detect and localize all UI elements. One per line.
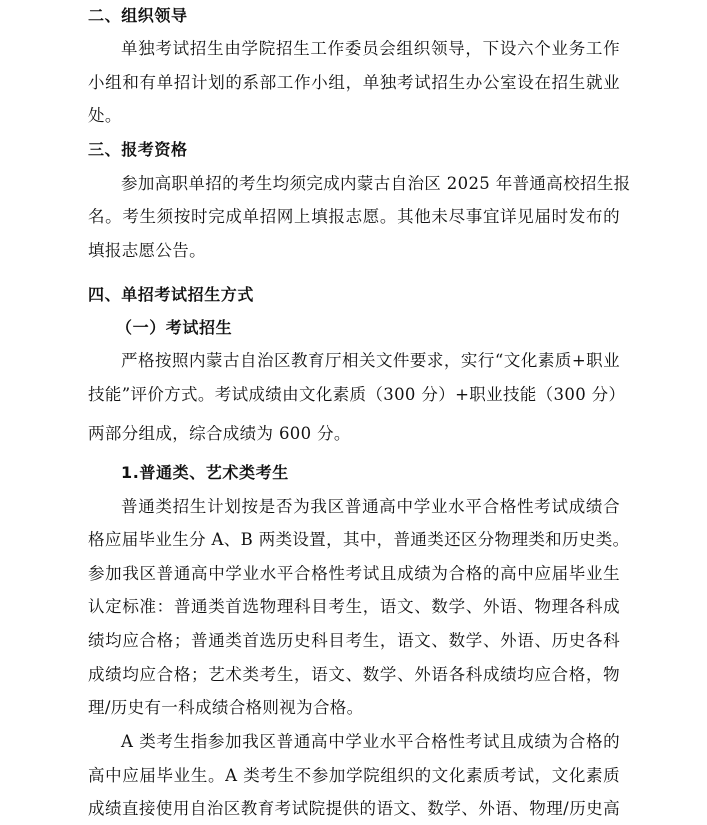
paragraph-line: 小组和有单招计划的系部工作小组，单独考试招生办公室设在招生就业 bbox=[88, 73, 620, 92]
paragraph-line: 单独考试招生由学院招生工作委员会组织领导，下设六个业务工作 bbox=[121, 39, 620, 58]
paragraph-line: A 类考生指参加我区普通高中学业水平合格性考试且成绩为合格的 bbox=[121, 732, 620, 751]
paragraph-line: 高中应届毕业生。A 类考生不参加学院组织的文化素质考试，文化素质 bbox=[88, 766, 620, 785]
item-heading-general-art: 1.普通类、艺术类考生 bbox=[121, 463, 289, 482]
paragraph-line: 技能”评价方式。考试成绩由文化素质（300 分）+职业技能（300 分） bbox=[88, 385, 626, 404]
paragraph-line: 格应届毕业生分 A、B 两类设置，其中，普通类还区分物理类和历史类。 bbox=[88, 530, 630, 549]
paragraph-line: 绩均应合格；普通类首选历史科目考生，语文、数学、外语、历史各科 bbox=[88, 631, 620, 650]
section-heading-eligibility: 三、报考资格 bbox=[88, 140, 188, 159]
section-heading-organization: 二、组织领导 bbox=[88, 6, 188, 25]
paragraph-line: 认定标准：普通类首选物理科目考生，语文、数学、外语、物理各科成 bbox=[88, 597, 620, 616]
paragraph-line: 填报志愿公告。 bbox=[88, 241, 206, 260]
paragraph-line: 名。考生须按时完成单招网上填报志愿。其他未尽事宜详见届时发布的 bbox=[88, 207, 620, 226]
section-heading-admission-method: 四、单招考试招生方式 bbox=[88, 285, 255, 304]
paragraph-line: 严格按照内蒙古自治区教育厅相关文件要求，实行“文化素质+职业 bbox=[121, 351, 620, 370]
paragraph-line: 两部分组成，综合成绩为 600 分。 bbox=[88, 424, 351, 443]
paragraph-line: 普通类招生计划按是否为我区普通高中学业水平合格性考试成绩合 bbox=[121, 497, 620, 516]
subsection-heading-exam-admission: （一）考试招生 bbox=[116, 318, 233, 337]
paragraph-line: 参加高职单招的考生均须完成内蒙古自治区 2025 年普通高校招生报 bbox=[121, 174, 631, 193]
paragraph-line: 参加我区普通高中学业水平合格性考试且成绩为合格的高中应届毕业生 bbox=[88, 564, 620, 583]
paragraph-line: 成绩均应合格；艺术类考生，语文、数学、外语各科成绩均应合格，物 bbox=[88, 665, 620, 684]
paragraph-line: 处。 bbox=[88, 106, 122, 125]
paragraph-line: 成绩直接使用自治区教育考试院提供的语文、数学、外语、物理/历史高 bbox=[88, 799, 620, 818]
paragraph-line: 理/历史有一科成绩合格则视为合格。 bbox=[88, 698, 364, 717]
